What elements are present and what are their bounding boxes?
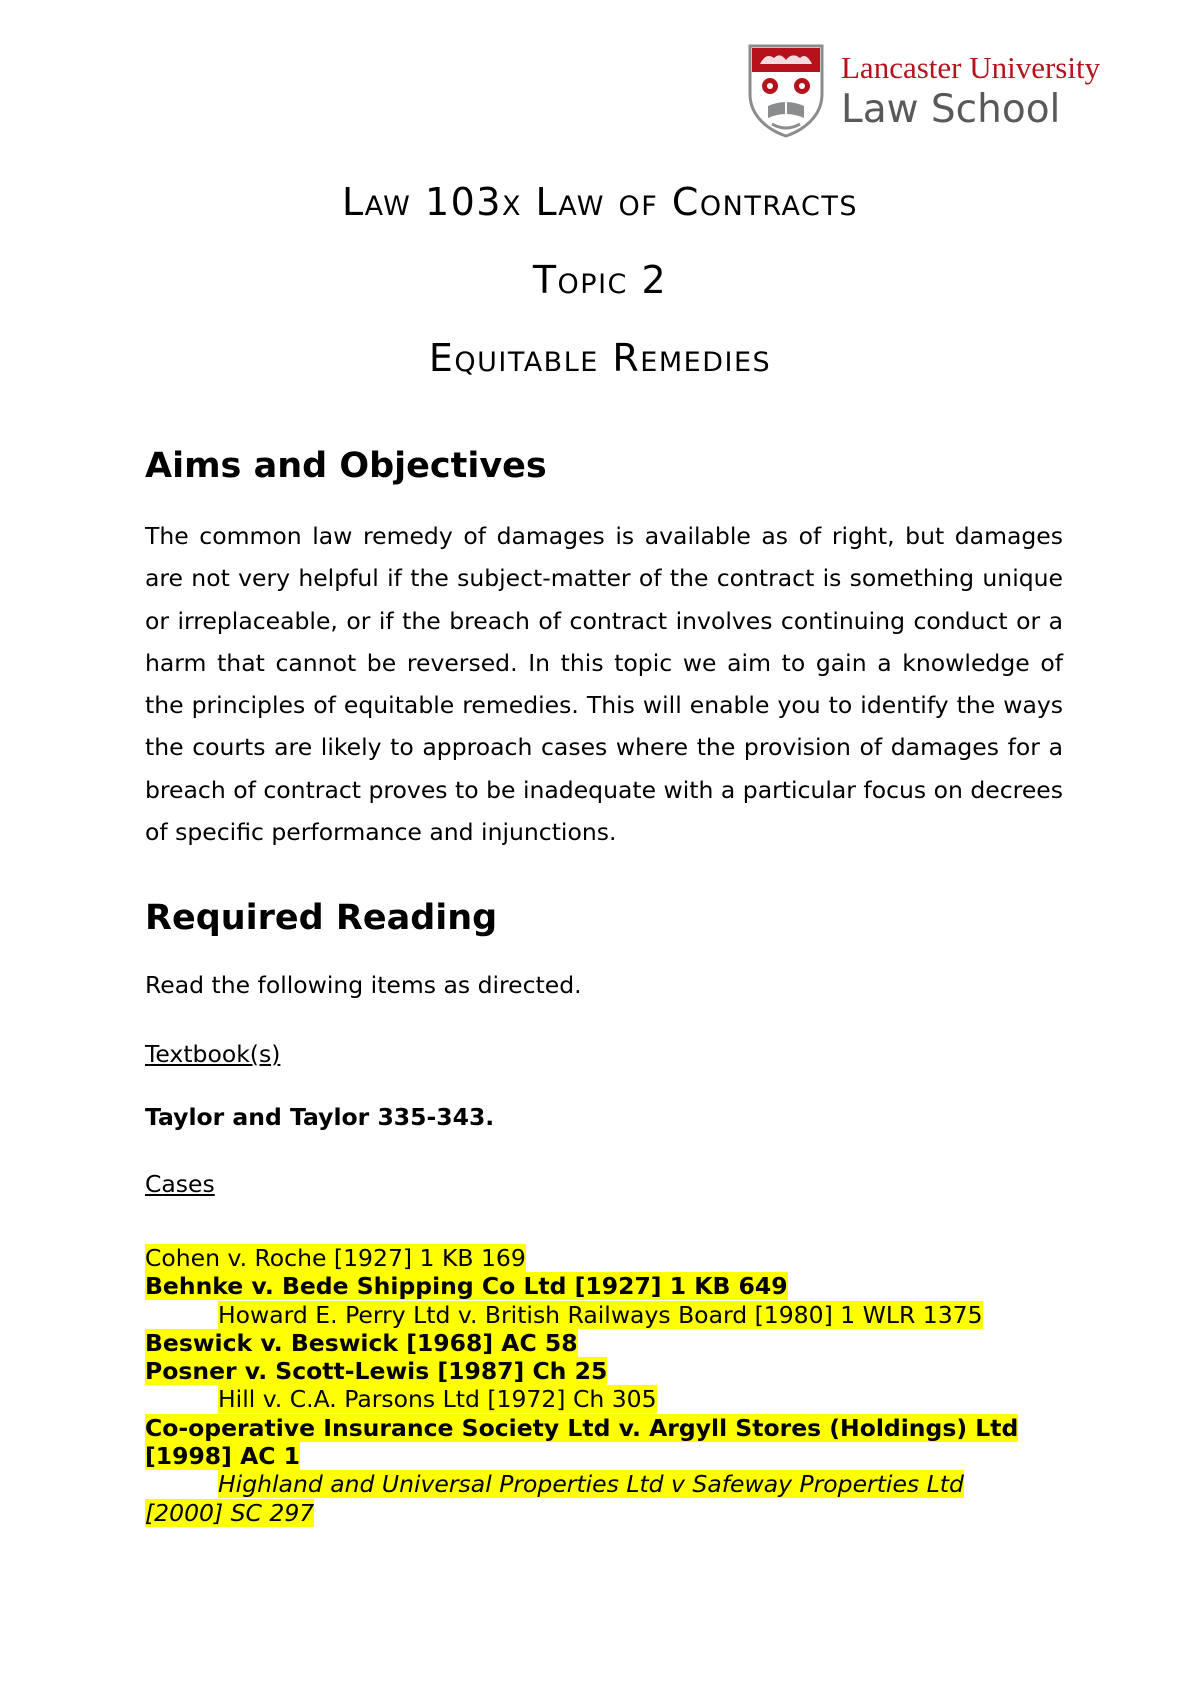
case-item (145, 1301, 1105, 1329)
case-citation: Posner v. Scott-Lewis [1987] Ch 25 (145, 1357, 608, 1386)
case-item (145, 1414, 1105, 1442)
topic-number: Topic 2 (532, 258, 668, 302)
course-title: Law 103x Law of Contracts (342, 180, 858, 224)
case-item (145, 1272, 1105, 1300)
logo-school-name: Law School (841, 87, 1061, 132)
case-list (145, 1244, 1105, 1527)
topic-title: Equitable Remedies (428, 336, 772, 380)
case-item (145, 1499, 1105, 1527)
university-crest-icon (746, 42, 826, 138)
case-item (145, 1385, 1105, 1413)
case-item (145, 1329, 1105, 1357)
case-item (145, 1442, 1105, 1470)
logo-university-name: Lancaster University (841, 50, 1101, 85)
reading-intro: Read the following items as directed. (145, 971, 582, 999)
case-citation: Behnke v. Bede Shipping Co Ltd [1927] 1 KB 649 (145, 1272, 788, 1301)
case-citation: Co-operative Insurance Society Ltd v. Argyll Stores (Holdings) Ltd (145, 1413, 1019, 1442)
case-citation: Hill v. C.A. Parsons Ltd [1972] Ch 305 (218, 1385, 657, 1414)
case-citation: Highland and Universal Properties Ltd v Safeway Properties Ltd (218, 1470, 964, 1499)
case-citation: Beswick v. Beswick [1968] AC 58 (145, 1328, 578, 1357)
case-item (145, 1470, 1105, 1498)
case-item (145, 1244, 1105, 1272)
case-citation: Howard E. Perry Ltd v. British Railways Board [1980] 1 WLR 1375 (218, 1300, 983, 1329)
textbook-subheading: Textbook(s) (145, 1040, 281, 1068)
reading-heading: Required Reading (145, 898, 498, 938)
aims-paragraph: The common law remedy of damages is available as of right, but damages are not very helpful if the subject-matter of the contract is something unique or irreplaceable, or if the breach of contract involves continuing conduct or a harm that cannot be reversed. In this topic we aim to gain a knowledge of the principles of equitable remedies. This will enable you to identify the ways the courts are likely to approach cases where the provision of damages for a breach of contract proves to be inadequate with a particular focus on decrees of specific performance and injunctions. (145, 522, 1063, 847)
case-item (145, 1357, 1105, 1385)
case-citation: [2000] SC 297 (145, 1498, 315, 1527)
cases-subheading: Cases (145, 1170, 215, 1198)
university-logo (746, 42, 1126, 138)
case-citation: Cohen v. Roche [1927] 1 KB 169 (145, 1244, 526, 1272)
case-citation: [1998] AC 1 (145, 1442, 301, 1471)
aims-heading: Aims and Objectives (145, 446, 547, 486)
textbook-reference: Taylor and Taylor 335-343. (145, 1103, 495, 1131)
